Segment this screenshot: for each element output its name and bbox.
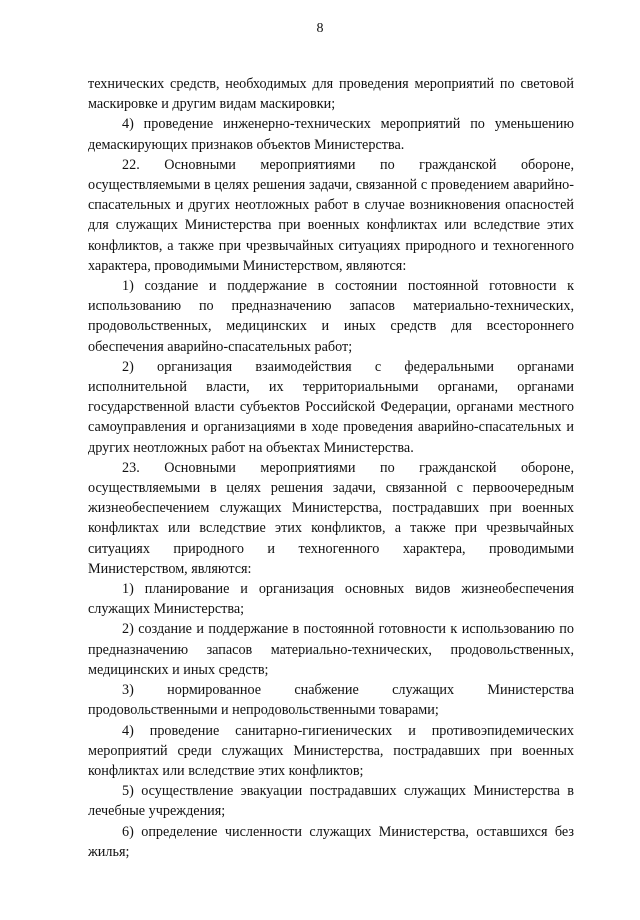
paragraph-23-item-4: 4) проведение санитарно-гигиенических и противоэпидемических мероприятий среди служащих Министерства, пострадавших при военных конфликтах или вследствие этих конфликтов;	[88, 722, 574, 779]
paragraph-item-4: 4) проведение инженерно-технических мероприятий по уменьшению демаскирующих признаков объектов Министерства.	[88, 116, 574, 153]
paragraph-23-item-1: 1) планирование и организация основных видов жизнеобеспечения служащих Министерства;	[88, 581, 574, 618]
paragraph-22-item-2: 2) организация взаимодействия с федеральными органами исполнительной власти, их территориальными органами, органами государственной власти субъектов Российской Федерации, органами местного самоуправления и организациями в ходе проведения аварийно-спасательных и других неотложных работ на объектах Министерства.	[88, 358, 574, 456]
paragraph-23-item-2: 2) создание и поддержание в постоянной готовности к использованию по предназначению запасов материально-технических, продовольственных, медицинских и иных средств;	[88, 621, 574, 678]
paragraph-23-item-6: 6) определение численности служащих Министерства, оставшихся без жилья;	[88, 823, 574, 860]
page-number: 8	[316, 21, 324, 36]
paragraph-22-item-1: 1) создание и поддержание в состоянии постоянной готовности к использованию по предназначению запасов материально-технических, продовольственных, медицинских и иных средств для всестороннего обеспечения аварийно-спасательных работ;	[88, 278, 574, 355]
document-body	[88, 74, 574, 862]
paragraph-23-item-3: 3) нормированное снабжение служащих Министерства продовольственными и непродовольственными товарами;	[88, 682, 574, 719]
paragraph-23: 23. Основными мероприятиями по гражданской обороне, осуществляемыми в целях решения задачи, связанной с первоочередным жизнеобеспечением служащих Министерства, пострадавших при военных конфликтах или вследствие этих конфликтов, а также при чрезвычайных ситуациях природного и техногенного характера, проводимыми Министерством, являются:	[88, 459, 574, 577]
paragraph-22: 22. Основными мероприятиями по гражданской обороне, осуществляемыми в целях решения задачи, связанной с проведением аварийно-спасательных и других неотложных работ в случае возникновения опасностей для служащих Министерства при военных конфликтах или вследствие этих конфликтов, а также при чрезвычайных ситуациях природного и техногенного характера, проводимыми Министерством, являются:	[88, 156, 574, 274]
paragraph-continuation: технических средств, необходимых для проведения мероприятий по световой маскировке и другим видам маскировки;	[88, 76, 574, 113]
paragraph-23-item-5: 5) осуществление эвакуации пострадавших служащих Министерства в лечебные учреждения;	[88, 783, 574, 820]
